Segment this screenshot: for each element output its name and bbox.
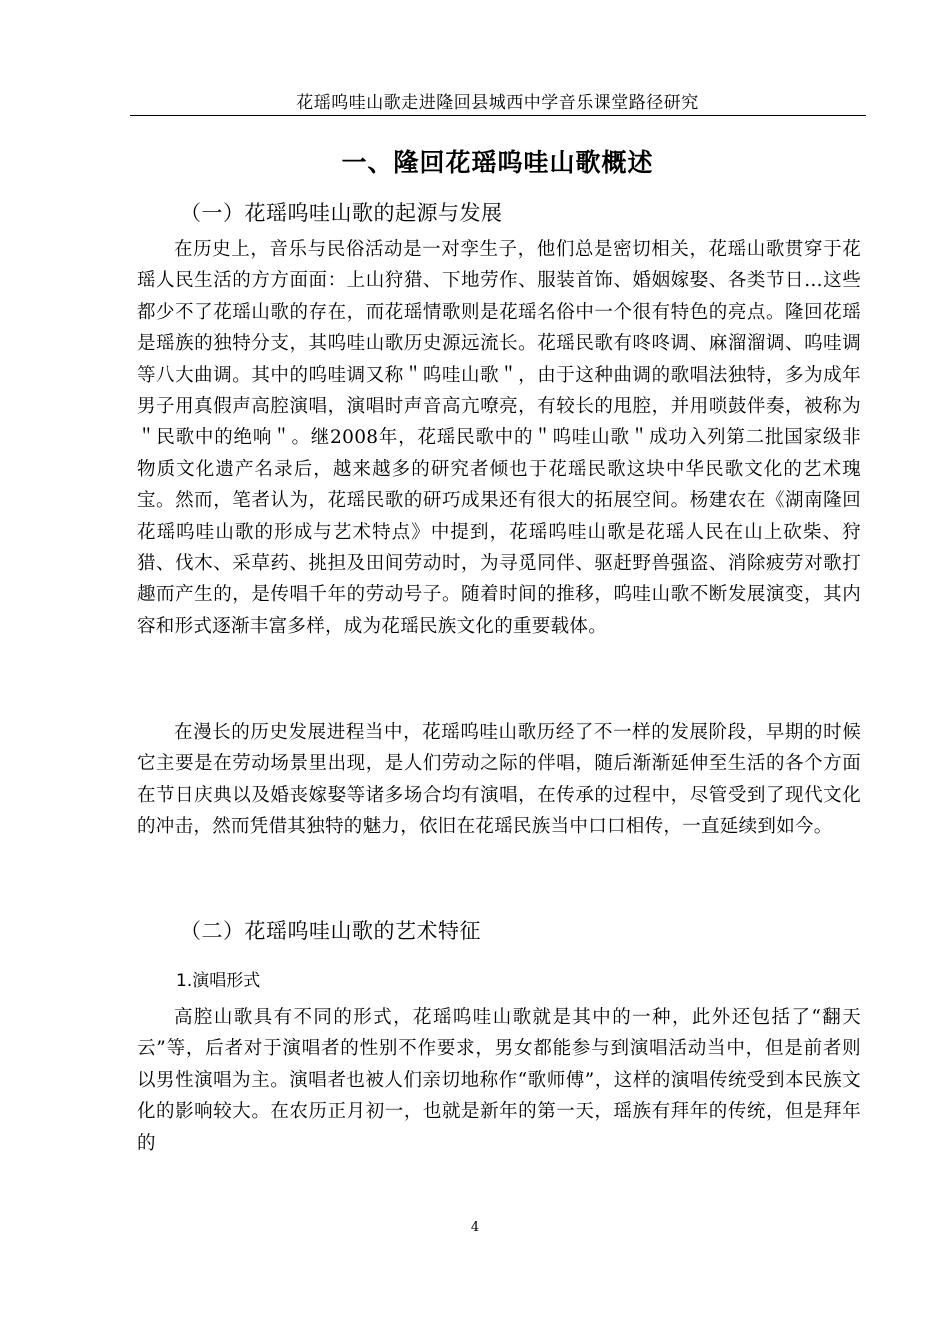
paragraph-origin-2: 在漫长的历史发展进程当中，花瑶呜哇山歌历经了不一样的发展阶段，早期的时候它主要是在劳动场景里出现，是人们劳动之际的伴唱，随后渐渐延伸至生活的各个方面在节日庆典以及婚丧嫁娶等诸多场合均有演唱，在传承的过程中，尽管受到了现代文化的冲击，然而凭借其独特的魅力，依旧在花瑶民族当中口口相传，一直延续到如今。 <box>137 722 861 838</box>
page-number: 4 <box>470 1220 480 1235</box>
subsection-title-singing-form: 1.演唱形式 <box>176 971 261 991</box>
header-rule <box>130 115 866 116</box>
paragraph-singing-form: 高腔山歌具有不同的形式，花瑶呜哇山歌就是其中的一种，此外还包括了“翻天云”等，后者对于演唱者的性别不作要求，男女都能参与到演唱活动当中，但是前者则以男性演唱为主。演唱者也被人们亲切地称作“歌师傅”，这样的演唱传统受到本民族文化的影响较大。在农历正月初一，也就是新年的第一天，瑶族有拜年的传统，但是拜年的 <box>137 1007 861 1154</box>
section-title-origin: （一）花瑶呜哇山歌的起源与发展 <box>180 201 503 225</box>
paragraph-origin-1: 在历史上，音乐与民俗活动是一对孪生子，他们总是密切相关，花瑶山歌贯穿于花瑶人民生活的方方面面：上山狩猎、下地劳作、服装首饰、婚姻嫁娶、各类节日…这些都少不了花瑶山歌的存在，而花瑶情歌则是花瑶名俗中一个很有特色的亮点。隆回花瑶是瑶族的独特分支，其呜哇山歌历史源远流长。花瑶民歌有咚咚调、麻溜溜调、呜哇调等八大曲调。其中的呜哇调又称＂呜哇山歌＂，由于这种曲调的歌唱法独特，多为成年男子用真假声高腔演唱，演唱时声音高亢嘹亮，有较长的甩腔，并用唢鼓伴奏，被称为＂民歌中的绝响＂。继2008年，花瑶民歌中的＂呜哇山歌＂成功入列第二批国家级非物质文化遗产名录后，越来越多的研究者倾也于花瑶民歌这块中华民歌文化的艺术瑰宝。然而，笔者认为，花瑶民歌的研巧成果还有很大的拓展空间。杨建农在《湖南隆回花瑶呜哇山歌的形成与艺术特点》中提到，花瑶呜哇山歌是花瑶人民在山上砍柴、狩猎、伐木、采草药、挑担及田间劳动时，为寻觅同伴、驱赶野兽强盗、消除疲劳对歌打趣而产生的，是传唱千年的劳动号子。随着时间的推移，呜哇山歌不断发展演变，其内容和形式逐渐丰富多样，成为花瑶民族文化的重要载体。 <box>137 239 861 637</box>
chapter-title: 一、隆回花瑶呜哇山歌概述 <box>341 148 654 177</box>
running-header: 花瑶呜哇山歌走进隆回县城西中学音乐课堂路径研究 <box>296 93 699 113</box>
section-title-art: （二）花瑶呜哇山歌的艺术特征 <box>180 919 481 943</box>
